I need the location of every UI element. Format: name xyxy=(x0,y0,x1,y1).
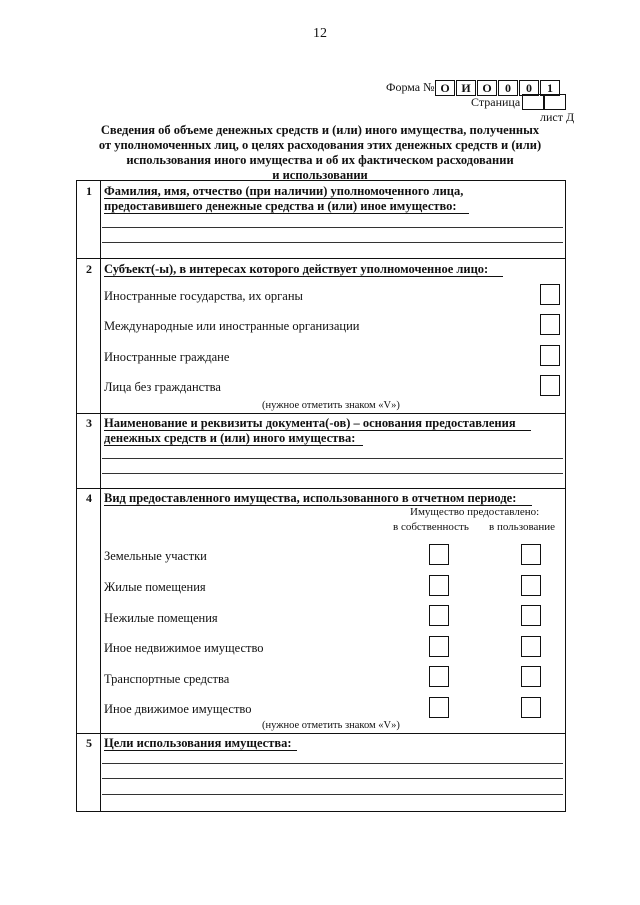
number-column-divider xyxy=(100,180,101,812)
subject-checkbox[interactable] xyxy=(540,375,560,396)
use-checkbox[interactable] xyxy=(521,697,541,718)
title-line: от уполномоченных лиц, о целях расходования этих денежных средств и (или) xyxy=(98,138,542,152)
section-number: 1 xyxy=(86,184,92,198)
form-code-char: И xyxy=(456,80,476,96)
form-code-char: О xyxy=(477,80,497,96)
property-type-label: Нежилые помещения xyxy=(104,611,218,625)
page-field[interactable] xyxy=(522,94,544,110)
property-type-label: Жилые помещения xyxy=(104,580,206,594)
fill-line[interactable] xyxy=(102,458,563,459)
property-type-label: Иное движимое имущество xyxy=(104,702,252,716)
column-ownership-label: в собственность xyxy=(393,521,469,533)
section-5-heading: Цели использования имущества: xyxy=(104,736,292,750)
section-number: 5 xyxy=(86,736,92,750)
fill-line[interactable] xyxy=(102,473,563,474)
subject-checkbox[interactable] xyxy=(540,314,560,335)
subject-option-label: Международные или иностранные организации xyxy=(104,319,360,333)
section-number: 4 xyxy=(86,491,92,505)
ownership-checkbox[interactable] xyxy=(429,636,449,657)
sheet-label: лист Д xyxy=(540,110,575,124)
heading-line: предоставившего денежные средства и (или) иное имущество: xyxy=(104,199,457,213)
subject-checkbox[interactable] xyxy=(540,284,560,305)
fill-line[interactable] xyxy=(102,763,563,764)
subject-option-label: Лица без гражданства xyxy=(104,380,221,394)
section-3-heading xyxy=(104,416,516,446)
property-type-label: Транспортные средства xyxy=(104,672,230,686)
heading-underline xyxy=(104,198,393,199)
title-line: использования иного имущества и об их фактическом расходовании xyxy=(126,153,514,167)
fill-line[interactable] xyxy=(102,227,563,228)
section-number: 2 xyxy=(86,262,92,276)
fill-line[interactable] xyxy=(102,778,563,779)
section-divider xyxy=(76,258,566,259)
page-field[interactable] xyxy=(544,94,566,110)
subject-option-label: Иностранные государства, их органы xyxy=(104,289,303,303)
heading-line: денежных средств и (или) иного имущества: xyxy=(104,431,356,445)
heading-underline xyxy=(104,750,297,751)
ownership-checkbox[interactable] xyxy=(429,544,449,565)
heading-underline xyxy=(104,445,363,446)
section-1-heading xyxy=(104,184,463,214)
mark-instruction-note: (нужное отметить знаком «V») xyxy=(262,720,400,731)
ownership-checkbox[interactable] xyxy=(429,575,449,596)
mark-instruction-note: (нужное отметить знаком «V») xyxy=(262,400,400,411)
form-number-label: Форма № xyxy=(386,80,435,94)
property-provided-label: Имущество предоставлено: xyxy=(410,506,540,518)
subject-checkbox[interactable] xyxy=(540,345,560,366)
column-use-label: в пользование xyxy=(489,521,556,533)
section-4-heading: Вид предоставленного имущества, использованного в отчетном периоде: xyxy=(104,491,517,505)
heading-underline xyxy=(104,430,531,431)
section-divider xyxy=(76,488,566,489)
use-checkbox[interactable] xyxy=(521,544,541,565)
title-line: Сведения об объеме денежных средств и (или) иного имущества, полученных xyxy=(100,123,540,137)
form-code-char: 0 xyxy=(519,80,539,96)
section-divider xyxy=(76,413,566,414)
section-2-heading: Субъект(-ы), в интересах которого действует уполномоченное лицо: xyxy=(104,262,489,276)
form-code-char: 1 xyxy=(540,80,560,96)
use-checkbox[interactable] xyxy=(521,575,541,596)
title-line: и использовании xyxy=(272,168,368,182)
property-type-label: Иное недвижимое имущество xyxy=(104,641,264,655)
heading-underline xyxy=(104,276,503,277)
fill-line[interactable] xyxy=(102,242,563,243)
heading-line: Наименование и реквизиты документа(-ов) – основания предоставления xyxy=(104,416,516,430)
use-checkbox[interactable] xyxy=(521,636,541,657)
section-divider xyxy=(76,733,566,734)
subject-option-label: Иностранные граждане xyxy=(104,350,230,364)
use-checkbox[interactable] xyxy=(521,605,541,626)
section-number: 3 xyxy=(86,416,92,430)
form-code-char: 0 xyxy=(498,80,518,96)
page-number: 12 xyxy=(313,26,327,41)
property-type-label: Земельные участки xyxy=(104,549,207,563)
use-checkbox[interactable] xyxy=(521,666,541,687)
form-code-char: О xyxy=(435,80,455,96)
fill-line[interactable] xyxy=(102,794,563,795)
document-title xyxy=(70,123,570,183)
ownership-checkbox[interactable] xyxy=(429,697,449,718)
ownership-checkbox[interactable] xyxy=(429,605,449,626)
ownership-checkbox[interactable] xyxy=(429,666,449,687)
heading-line: Фамилия, имя, отчество (при наличии) уполномоченного лица, xyxy=(104,184,464,198)
heading-underline xyxy=(104,213,469,214)
page-label: Страница xyxy=(471,95,521,109)
